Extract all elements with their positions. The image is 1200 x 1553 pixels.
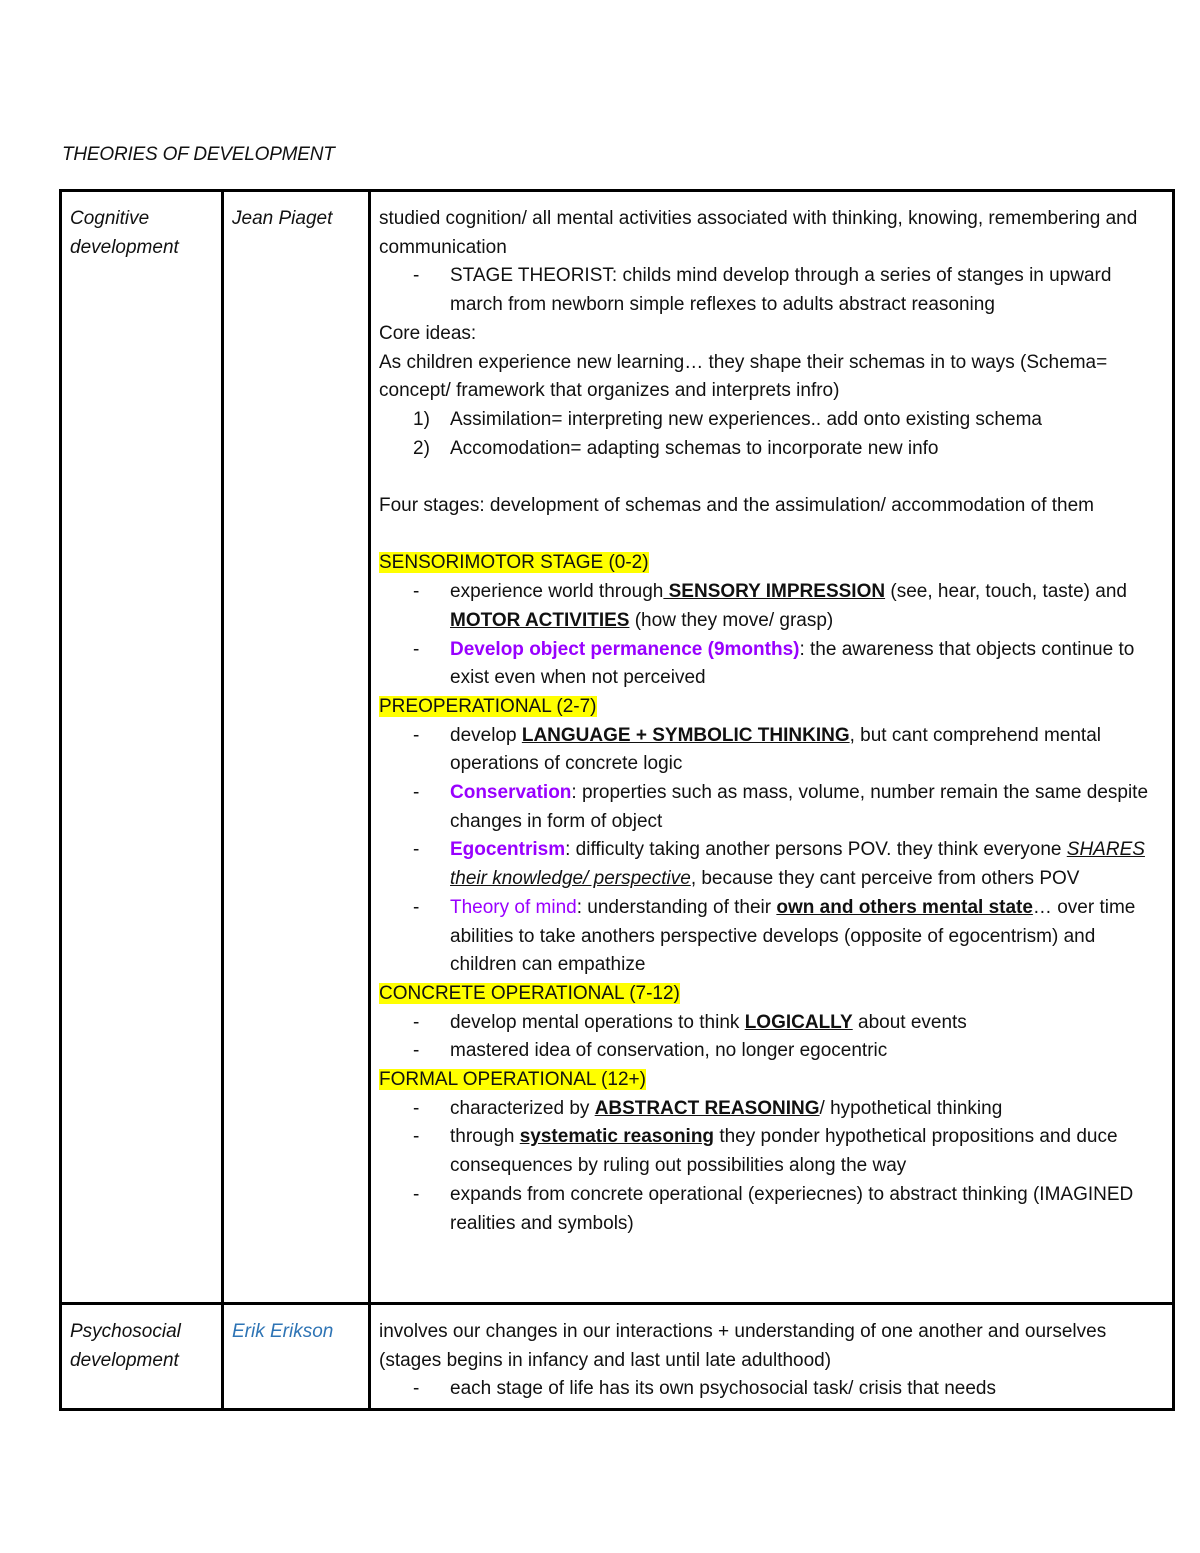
list-marker: - — [413, 839, 420, 861]
text-run: studied cognition/ all mental activities associated with thinking, knowing, remembering and communication — [379, 208, 1138, 258]
text-run: each stage of life has its own psychosocial task/ crisis that needs — [450, 1378, 996, 1400]
key-term: SENSORY IMPRESSION — [663, 581, 886, 603]
concept-term: Egocentrism — [450, 839, 566, 861]
emphasis-text: SHARES their knowledge/ perspective — [450, 839, 1145, 890]
list-marker: - — [413, 1011, 420, 1033]
list-marker: - — [413, 896, 420, 918]
paragraph — [379, 980, 1166, 1009]
list-item — [379, 1123, 1166, 1180]
paragraph — [379, 205, 1166, 262]
list-item — [379, 722, 1166, 779]
list-marker: - — [413, 1126, 420, 1148]
text-run: experience world through — [450, 581, 664, 603]
list-item — [379, 578, 1166, 635]
paragraph — [379, 492, 1166, 521]
paragraph — [379, 320, 1166, 349]
list-marker: - — [413, 724, 420, 746]
key-term: LANGUAGE + SYMBOLIC THINKING — [521, 724, 850, 746]
text-run: (how they move/ grasp) — [629, 609, 834, 631]
list-item — [379, 1375, 1166, 1404]
topic-cell — [61, 191, 223, 1304]
text-run: Core ideas: — [379, 322, 477, 344]
text-run: Accomodation= adapting schemas to incorporate new info — [450, 437, 939, 459]
theorist-cell — [223, 191, 370, 1304]
stage-heading: CONCRETE OPERATIONAL (7-12) — [379, 982, 680, 1004]
text-run: develop mental operations to think — [450, 1011, 745, 1033]
table-row — [61, 1304, 1174, 1410]
text-run: expands from concrete operational (experiecnes) to abstract thinking (IMAGINED realities and symbols) — [450, 1183, 1134, 1234]
text-run: … over time abilities to take anothers perspective develops (opposite of egocentrism) and children can empathize — [450, 896, 1136, 976]
text-run: : understanding of their — [576, 896, 777, 918]
list-item — [379, 435, 1166, 464]
text-run: : the awareness that objects continue to exist even when not perceived — [450, 638, 1135, 689]
list-marker: 1) — [413, 408, 430, 430]
list-marker: - — [413, 1183, 420, 1205]
list-marker: 2) — [413, 437, 430, 459]
list-item — [379, 1009, 1166, 1038]
text-run: about events — [852, 1011, 967, 1033]
description-cell — [370, 191, 1174, 1304]
list-item — [379, 1181, 1166, 1238]
list-item — [379, 262, 1166, 319]
paragraph — [379, 349, 1166, 406]
text-run: As children experience new learning… they shape their schemas in to ways (Schema= concept/ framework that organizes and interprets infro) — [379, 351, 1108, 402]
concept-term: Theory of mind — [450, 896, 577, 918]
text-run: : difficulty taking another persons POV. they think everyone — [565, 839, 1067, 861]
list-marker: - — [413, 638, 420, 660]
text-run: they ponder hypothetical propositions and duce consequences by ruling out possibilities along the way — [450, 1126, 1118, 1177]
paragraph — [379, 693, 1166, 722]
topic-cell — [61, 1304, 223, 1410]
text-run: Assimilation= interpreting new experiences.. add onto existing schema — [450, 408, 1042, 430]
theories-table-body — [61, 191, 1174, 1410]
list-item — [379, 894, 1166, 980]
text-run: develop — [450, 724, 522, 746]
theorist-name: Jean Piaget — [232, 208, 333, 229]
blank-line — [379, 463, 1166, 492]
stage-heading: FORMAL OPERATIONAL (12+) — [379, 1069, 646, 1091]
list-item — [379, 406, 1166, 435]
list-marker: - — [413, 1097, 420, 1119]
list-marker: - — [413, 1040, 420, 1062]
text-run: Four stages: development of schemas and the assimulation/ accommodation of them — [379, 495, 1094, 517]
text-run: : properties such as mass, volume, number remain the same despite changes in form of object — [450, 782, 1149, 832]
key-term: systematic reasoning — [519, 1126, 715, 1148]
key-term: LOGICALLY — [744, 1011, 853, 1033]
theorist-cell — [223, 1304, 370, 1410]
list-marker: - — [413, 581, 420, 603]
paragraph — [379, 1066, 1166, 1095]
description-cell — [370, 1304, 1174, 1410]
topic-label: Cognitive development — [70, 208, 179, 258]
text-run: mastered idea of conservation, no longer egocentric — [450, 1040, 888, 1062]
document-title: THEORIES OF DEVELOPMENT — [62, 144, 335, 165]
list-item — [379, 1037, 1166, 1066]
key-term: own and others mental state — [776, 896, 1033, 918]
stage-heading: SENSORIMOTOR STAGE (0-2) — [379, 552, 649, 574]
text-run: STAGE THEORIST: childs mind develop through a series of stanges in upward march from newborn simple reflexes to adults abstract reasoning — [450, 265, 1112, 316]
concept-term: Conservation — [450, 782, 572, 804]
text-run: through — [450, 1126, 520, 1148]
text-run: (see, hear, touch, taste) and — [885, 581, 1127, 603]
table-row — [61, 191, 1174, 1304]
text-run: , because they cant perceive from others POV — [690, 868, 1080, 890]
paragraph — [379, 1318, 1166, 1375]
blank-line — [379, 521, 1166, 550]
theories-table — [59, 189, 1175, 1411]
list-item — [379, 779, 1166, 836]
list-marker: - — [413, 782, 420, 804]
list-item — [379, 836, 1166, 893]
text-run: / hypothetical thinking — [819, 1097, 1003, 1119]
theorist-name: Erik Erikson — [232, 1321, 334, 1342]
topic-label: Psychosocial development — [70, 1321, 181, 1371]
key-term: ABSTRACT REASONING — [594, 1097, 820, 1119]
list-item — [379, 1095, 1166, 1124]
key-term: MOTOR ACTIVITIES — [450, 609, 630, 631]
text-run: involves our changes in our interactions + understanding of one another and ourselves (stages begins in infancy and last until late adulthood) — [379, 1321, 1107, 1371]
list-item — [379, 636, 1166, 693]
list-marker: - — [413, 1378, 420, 1400]
concept-term: Develop object permanence (9months) — [450, 638, 800, 660]
list-marker: - — [413, 265, 420, 287]
text-run: , but cant comprehend mental operations of concrete logic — [450, 724, 1101, 775]
stage-heading: PREOPERATIONAL (2-7) — [379, 695, 597, 717]
paragraph — [379, 549, 1166, 578]
text-run: characterized by — [450, 1097, 595, 1119]
